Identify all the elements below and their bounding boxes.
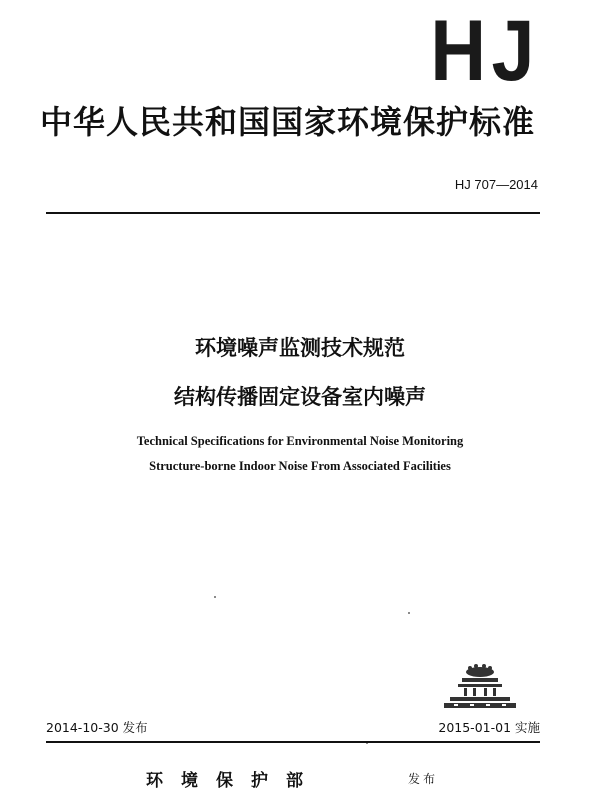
title-zh-line1: 环境噪声监测技术规范 <box>195 336 405 360</box>
hj-logo: HJ <box>430 3 540 99</box>
publisher-suffix: 发布 <box>408 772 439 786</box>
publisher-name: 环境保护部 <box>146 771 321 791</box>
title-en-line2: Structure-borne Indoor Noise From Associated Facilities <box>149 459 451 473</box>
bottom-divider <box>46 741 540 743</box>
standard-type-title: 中华人民共和国国家环境保护标准 <box>40 103 536 141</box>
scan-speck <box>408 612 410 614</box>
title-en-line1: Technical Specifications for Environmental Noise Monitoring <box>136 434 464 448</box>
implementation-date: 2015-01-01 实施 <box>438 720 540 735</box>
national-emblem-icon <box>440 664 520 710</box>
issue-date: 2014-10-30 发布 <box>46 720 148 735</box>
standard-number: HJ 707—2014 <box>454 177 538 192</box>
title-zh-line2: 结构传播固定设备室内噪声 <box>174 385 426 409</box>
top-divider <box>46 212 540 214</box>
scan-speck <box>214 596 216 598</box>
